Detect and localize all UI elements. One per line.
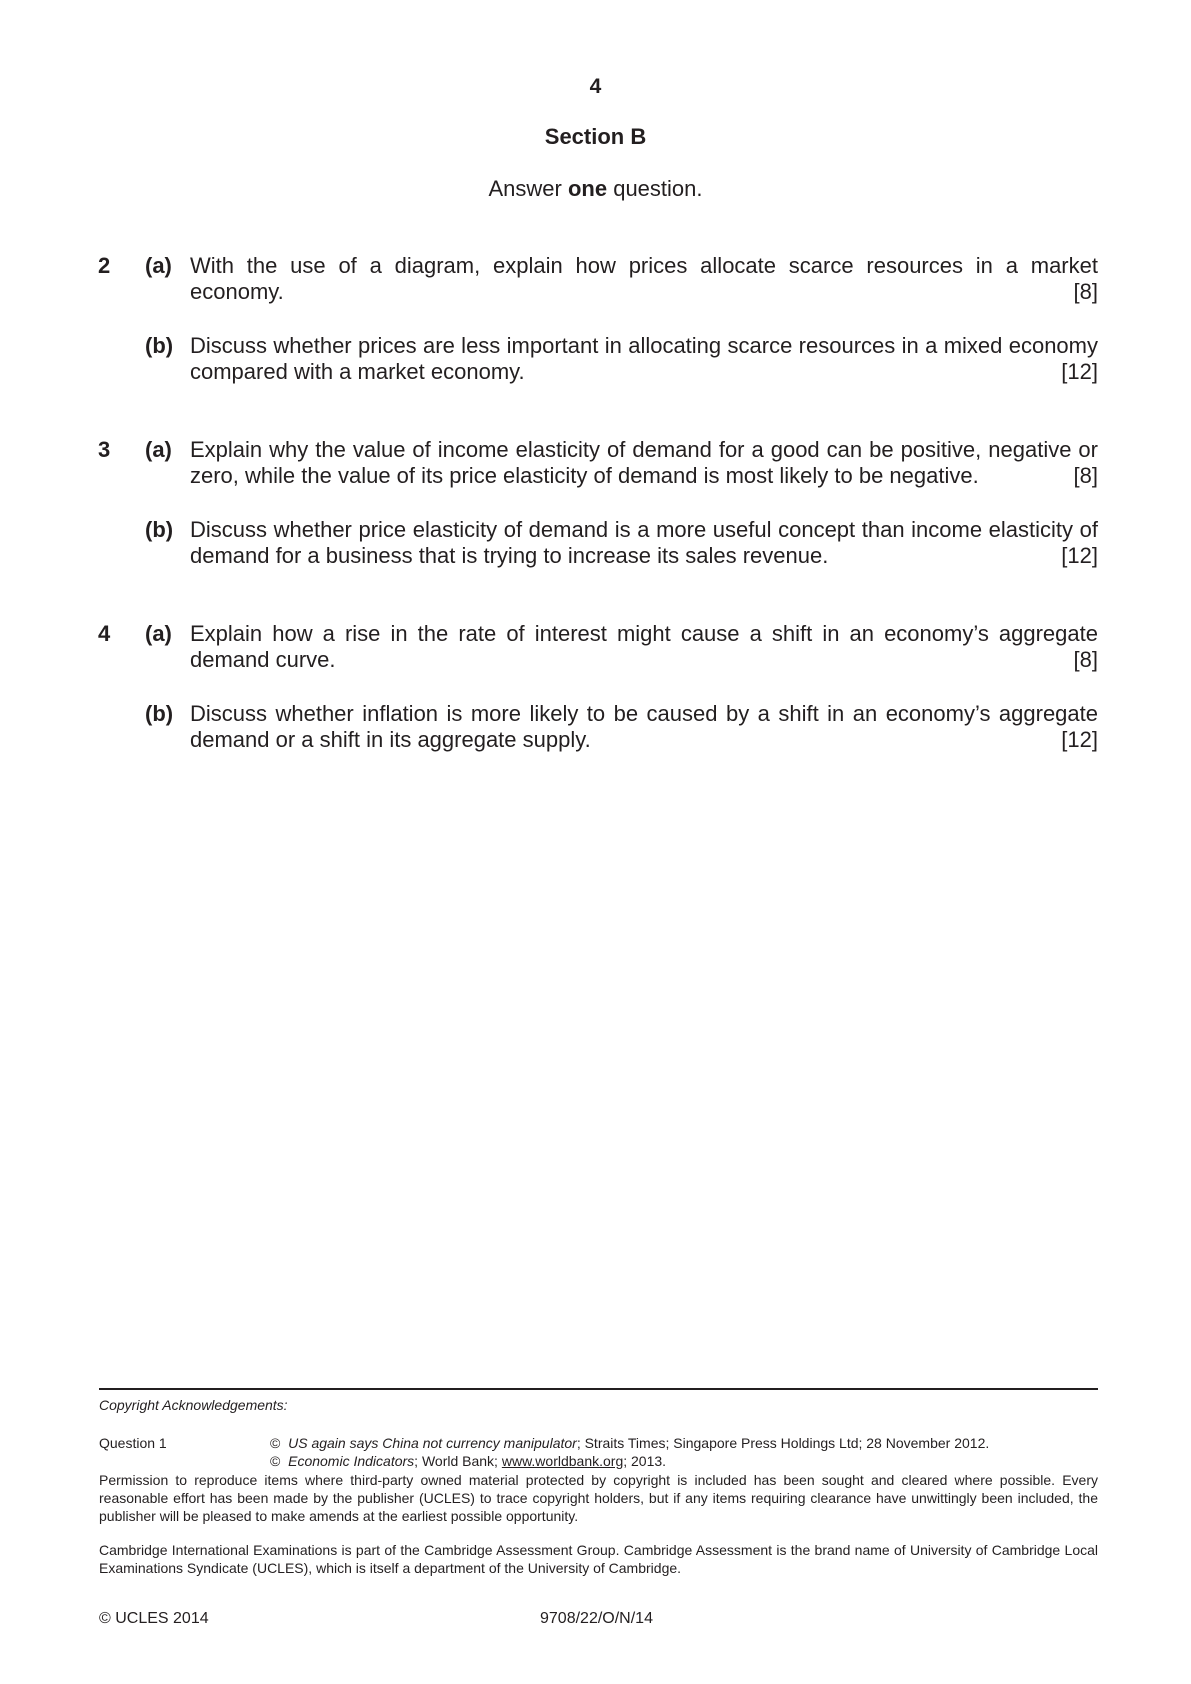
part-text: Explain why the value of income elasticity of demand for a good can be positive, negative or zero, while the value of its price elasticity of demand is most likely to be negative. — [190, 437, 1098, 488]
cambridge-paragraph: Cambridge International Examinations is part of the Cambridge Assessment Group. Cambridge Assessment is the brand name of University of Cambridge Local Examinations Syndicate (UCLES), which is itself a department of the University of Cambridge. — [99, 1542, 1098, 1576]
question-part — [98, 701, 1098, 753]
part-marks: [12] — [1061, 543, 1098, 568]
part-text-wrap — [190, 437, 1098, 489]
part-marks: [8] — [1073, 279, 1098, 304]
question-part — [98, 621, 1098, 673]
acknowledgement-line-2 — [270, 1452, 666, 1470]
part-text: With the use of a diagram, explain how prices allocate scarce resources in a market economy. — [190, 253, 1098, 304]
acknowledgements-heading: Copyright Acknowledgements: — [99, 1397, 288, 1413]
source-link[interactable]: www.worldbank.org — [501, 1453, 624, 1469]
section-title: Section B — [544, 124, 647, 149]
part-text-wrap — [190, 701, 1098, 753]
part-marks: [12] — [1061, 727, 1098, 752]
instruction — [0, 176, 1191, 202]
part-label: (b) — [145, 333, 174, 358]
source-details: ; World Bank; — [414, 1453, 502, 1469]
part-text: Explain how a rise in the rate of interest might cause a shift in an economy’s aggregate demand curve. — [190, 621, 1098, 672]
part-marks: [8] — [1073, 647, 1098, 672]
footer-divider — [99, 1388, 1098, 1390]
question-number: 4 — [98, 621, 111, 646]
question-number: 3 — [98, 437, 111, 462]
part-text: Discuss whether prices are less important in allocating scarce resources in a mixed economy compared with a market economy. — [190, 333, 1098, 384]
part-label: (b) — [145, 517, 174, 542]
footer-copyright: © UCLES 2014 — [99, 1610, 209, 1627]
question-part — [98, 517, 1098, 569]
acknowledgement-label: Question 1 — [99, 1435, 167, 1451]
question-part — [98, 333, 1098, 385]
source-details: ; Straits Times; Singapore Press Holdings Ltd; 28 November 2012. — [576, 1435, 990, 1451]
question-2 — [98, 253, 1098, 385]
part-text-wrap — [190, 621, 1098, 673]
part-text: Discuss whether inflation is more likely to be caused by a shift in an economy’s aggregate demand or a shift in its aggregate supply. — [190, 701, 1098, 752]
part-text: Discuss whether price elasticity of demand is a more useful concept than income elasticity of demand for a business that is trying to increase its sales revenue. — [190, 517, 1098, 568]
acknowledgement-line-1 — [270, 1434, 989, 1452]
instruction-emphasis: one — [567, 176, 608, 201]
question-3 — [98, 437, 1098, 569]
copyright-symbol: © — [270, 1435, 281, 1451]
question-part — [98, 253, 1098, 305]
footer-exam-code: 9708/22/O/N/14 — [540, 1610, 653, 1627]
question-part — [98, 437, 1098, 489]
part-marks: [8] — [1073, 463, 1098, 488]
part-text-wrap — [190, 253, 1098, 305]
part-text-wrap — [190, 517, 1098, 569]
instruction-pre: Answer — [488, 176, 568, 201]
part-label: (a) — [145, 621, 172, 646]
page-number: 4 — [589, 75, 602, 98]
source-title: Economic Indicators — [288, 1453, 415, 1469]
question-4 — [98, 621, 1098, 753]
source-details: ; 2013. — [623, 1453, 667, 1469]
instruction-post: question. — [607, 176, 703, 201]
part-label: (a) — [145, 253, 172, 278]
permission-paragraph: Permission to reproduce items where third-party owned material protected by copyright is included has been sought and cleared where possible. Every reasonable effort has been made by the publisher (UCLES) to trace copyright holders, but if any items requiring clearance have unwittingly been included, the publisher will be pleased to make amends at the earliest possible opportunity. — [99, 1472, 1098, 1524]
source-title: US again says China not currency manipulator — [288, 1435, 577, 1451]
question-number: 2 — [98, 253, 111, 278]
part-label: (a) — [145, 437, 172, 462]
part-label: (b) — [145, 701, 174, 726]
part-marks: [12] — [1061, 359, 1098, 384]
part-text-wrap — [190, 333, 1098, 385]
copyright-symbol: © — [270, 1453, 281, 1469]
